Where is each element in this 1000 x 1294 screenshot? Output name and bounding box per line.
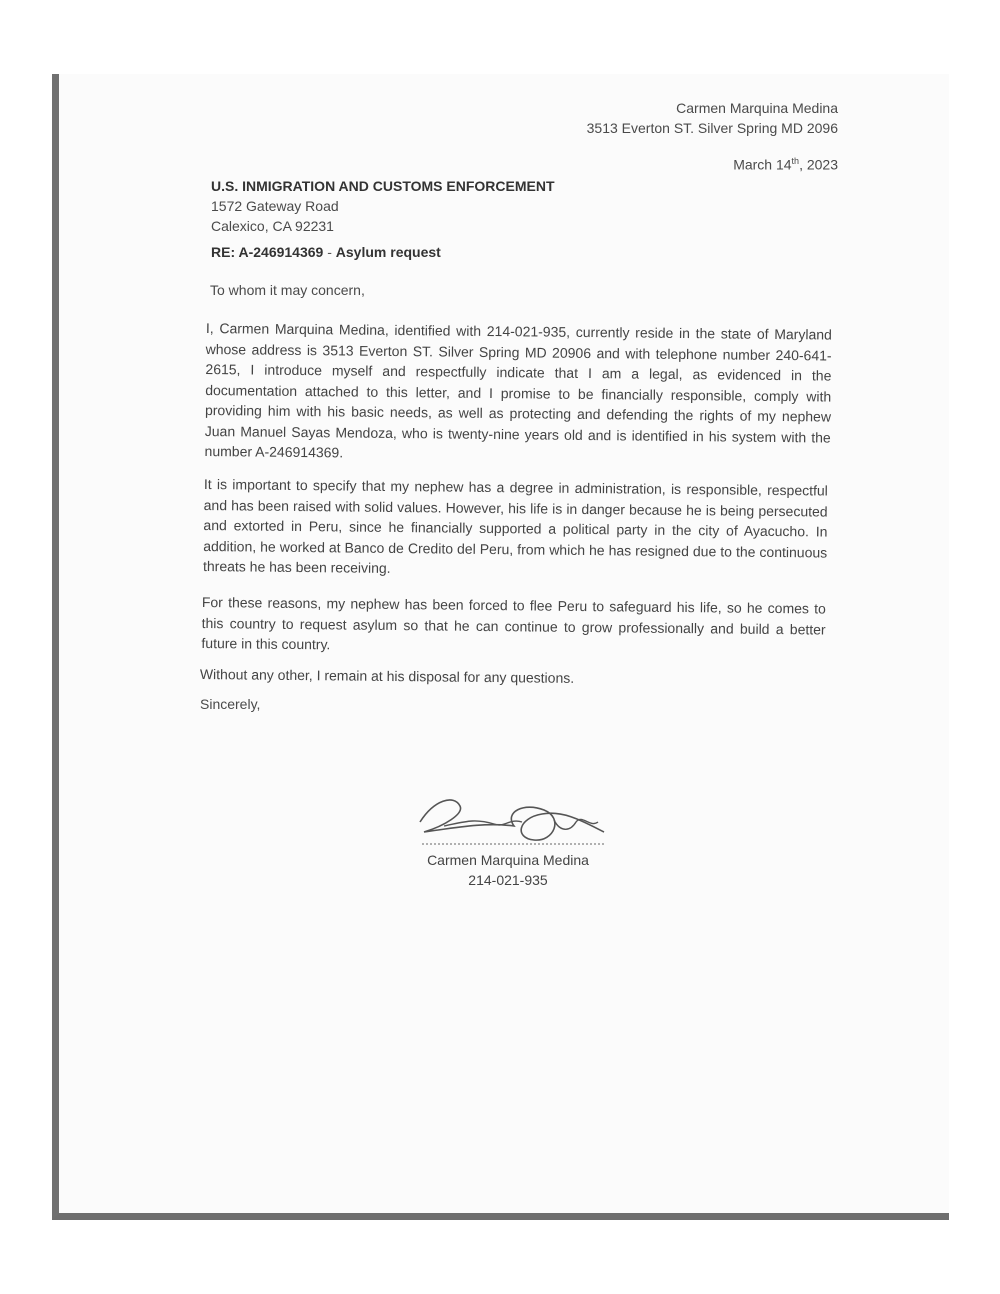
recipient-block <box>211 176 555 236</box>
subject-reference: RE: A-246914369 <box>211 244 324 260</box>
signer-id: 214-021-935 <box>468 872 548 888</box>
salutation: To whom it may concern, <box>210 282 365 298</box>
sender-block <box>587 98 838 138</box>
handwritten-signature-icon <box>414 792 614 856</box>
date-suffix: th <box>791 156 800 166</box>
closing: Sincerely, <box>200 696 261 712</box>
recipient-organization: U.S. INMIGRATION AND CUSTOMS ENFORCEMENT <box>211 178 555 194</box>
subject-title: Asylum request <box>335 244 441 260</box>
date-year: , 2023 <box>799 156 838 173</box>
signature-block <box>420 850 596 890</box>
date-day: March 14 <box>733 156 792 173</box>
recipient-city: Calexico, CA 92231 <box>211 218 334 234</box>
body-paragraph: For these reasons, my nephew has been forced to flee Peru to safeguard his life, so he comes to this country to request asylum so that he can continue to grow professionally and build a better future in this country. <box>201 593 826 653</box>
letter-date <box>733 156 838 173</box>
subject-separator: - <box>323 244 336 260</box>
recipient-street: 1572 Gateway Road <box>211 198 339 214</box>
sender-name: Carmen Marquina Medina <box>676 100 838 116</box>
sender-address: 3513 Everton ST. Silver Spring MD 2096 <box>586 120 838 136</box>
signer-name: Carmen Marquina Medina <box>427 852 589 868</box>
body-paragraph: Without any other, I remain at his disposal for any questions. <box>199 665 575 686</box>
body-paragraph: It is important to specify that my nephew has a degree in administration, is responsible, respectful and has been raised with solid values. However, his life is in danger because he is being persecuted and extorted in Peru, since he financially supported a political party in the city of Ayacucho. In addition, he worked at Banco de Credito del Peru, from which he has resigned due to the continuous threats he has been receiving. <box>202 475 828 576</box>
subject-line <box>211 244 441 260</box>
body-paragraph: I, Carmen Marquina Medina, identified with 214-021-935, currently reside in the state of Maryland whose address is 3513 Everton ST. Silver Spring MD 20906 and with telephone number 240-641-2615, I introduce myself and respectfully indicate that I am a legal, as evidenced in the documentation attached to this letter, and I promise to be financially responsible, comply with providing him with his basic needs, as well as protecting and defending the rights of my nephew Juan Manuel Sayas Mendoza, who is twenty-nine years old and is identified in his system with the number A-246914369. <box>204 319 832 461</box>
